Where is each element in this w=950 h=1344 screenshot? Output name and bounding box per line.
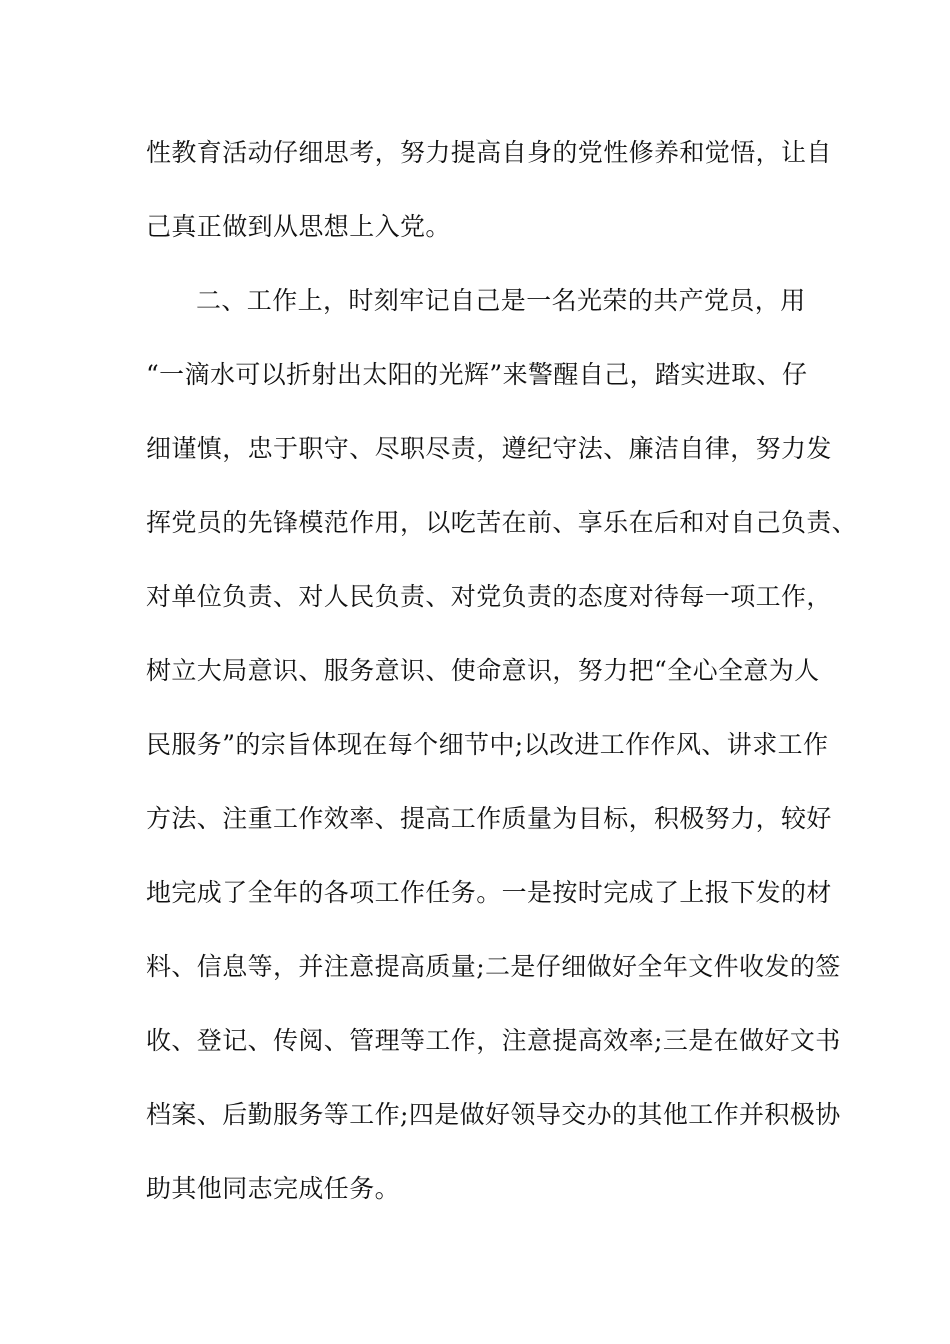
text-line: 细谨慎，忠于职守、尽职尽责，遵纪守法、廉洁自律，努力发	[146, 434, 832, 463]
text-line: 性教育活动仔细思考，努力提高自身的党性修养和觉悟，让自	[146, 138, 832, 167]
text-line: 档案、后勤服务等工作;四是做好领导交办的其他工作并积极协	[146, 1100, 841, 1129]
paragraph-start-line: 二、工作上，时刻牢记自己是一名光荣的共产党员，用	[196, 286, 806, 315]
text-line: 地完成了全年的各项工作任务。一是按时完成了上报下发的材	[146, 878, 832, 907]
text-line: 树立大局意识、服务意识、使命意识，努力把“全心全意为人	[146, 656, 820, 685]
text-line: “一滴水可以折射出太阳的光辉”来警醒自己，踏实进取、仔	[146, 360, 808, 389]
text-line: 民服务”的宗旨体现在每个细节中;以改进工作作风、讲求工作	[146, 730, 829, 759]
text-line: 挥党员的先锋模范作用，以吃苦在前、享乐在后和对自己负责、	[146, 508, 858, 537]
text-line: 收、登记、传阅、管理等工作，注意提高效率;三是在做好文书	[146, 1026, 841, 1055]
text-line: 料、信息等，并注意提高质量;二是仔细做好全年文件收发的签	[146, 952, 841, 981]
text-line: 己真正做到从思想上入党。	[146, 212, 451, 241]
text-line: 方法、注重工作效率、提高工作质量为目标，积极努力，较好	[146, 804, 832, 833]
text-line: 助其他同志完成任务。	[146, 1174, 401, 1203]
text-line: 对单位负责、对人民负责、对党负责的态度对待每一项工作，	[146, 582, 832, 611]
